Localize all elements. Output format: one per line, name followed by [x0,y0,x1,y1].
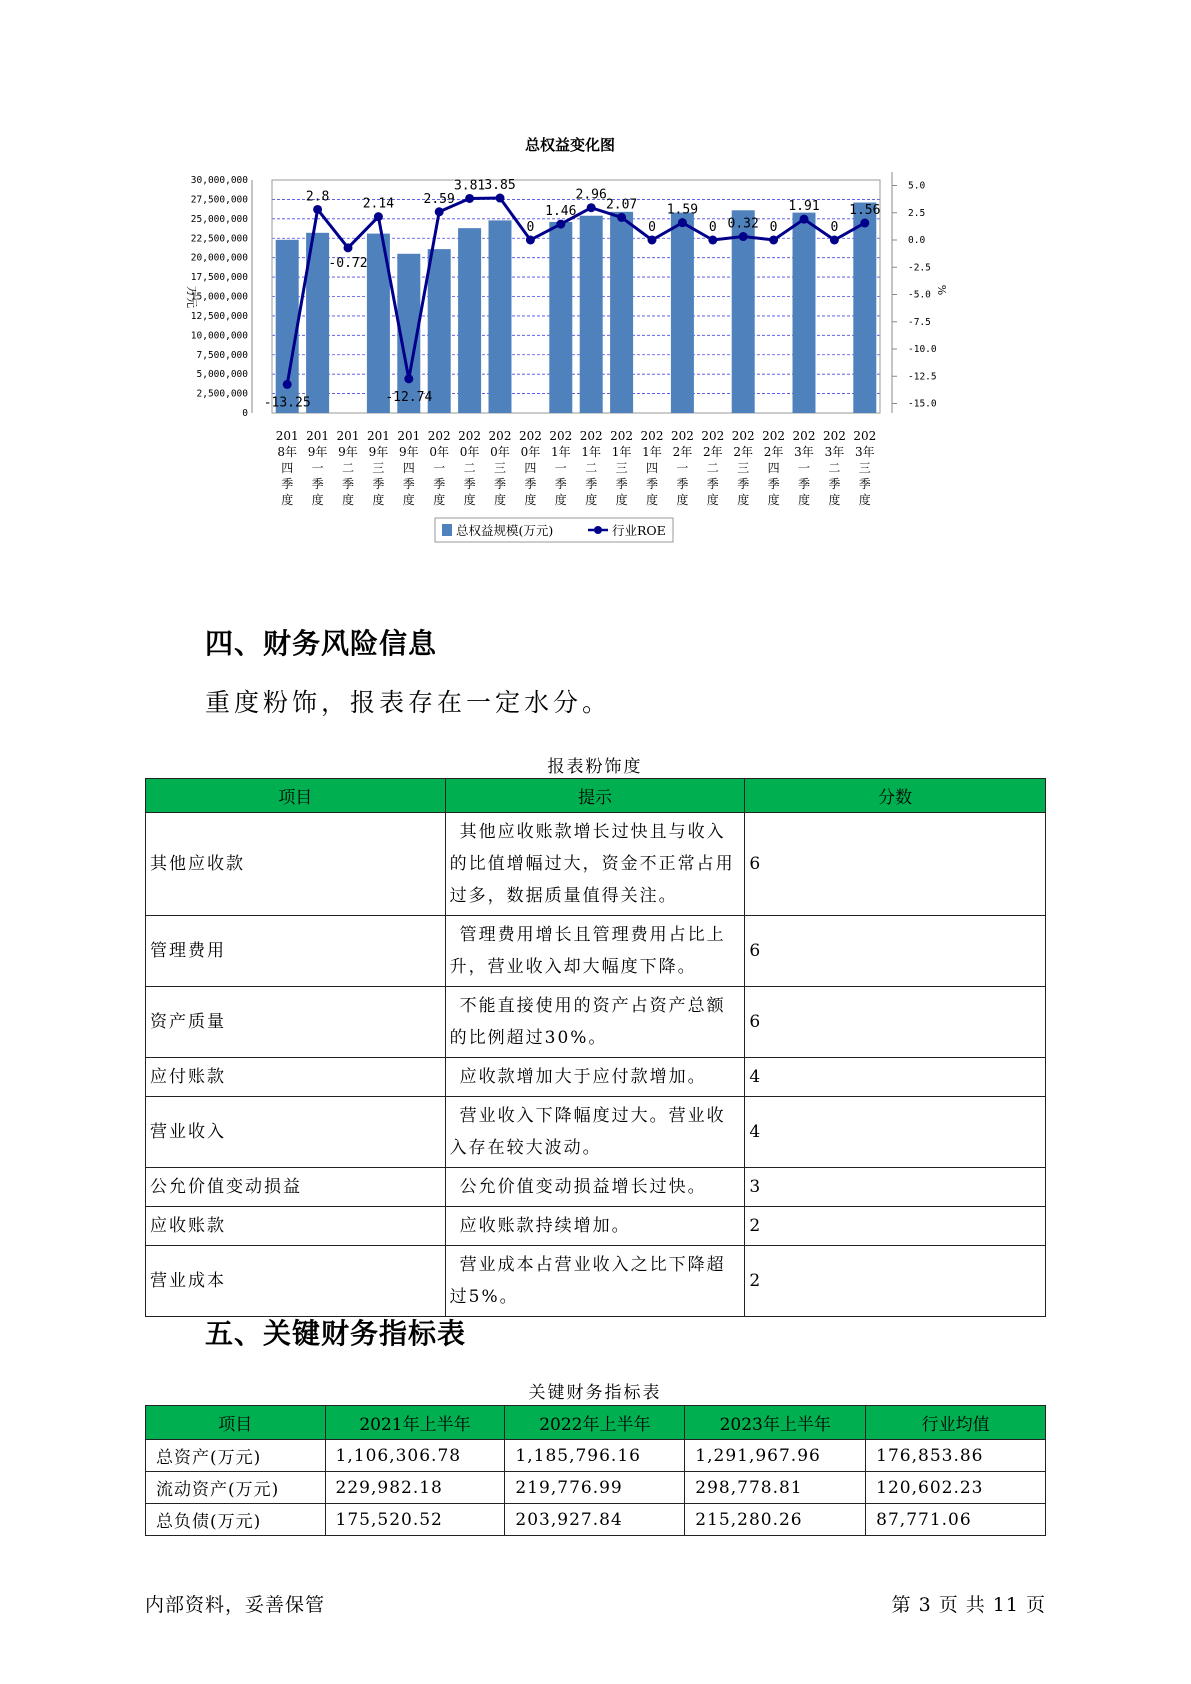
x-tick-label: 度 [737,493,750,507]
legend-bar-label: 总权益规模(万元) [456,523,554,538]
risk-tip: 应收款增加大于应付款增加。 [445,1058,745,1097]
data-label: 0 [526,220,535,235]
x-tick-label: 202 [822,429,846,443]
y2-tick-label: 0.0 [908,235,926,246]
table-row [146,916,1046,987]
roe-point [708,236,717,245]
x-tick-label: 1年 [550,445,571,459]
bar [793,213,816,413]
x-tick-label: 季 [767,477,780,491]
y-tick-label: 12,500,000 [190,310,248,322]
x-tick-label: 201 [336,429,360,443]
x-tick-label: 季 [372,477,385,491]
roe-point [830,236,839,245]
x-tick-label: 202 [640,429,664,443]
x-tick-label: 度 [615,493,628,507]
x-tick-label: 202 [549,429,573,443]
y-axis-title: 万元 [185,286,198,308]
x-tick-label: 季 [341,477,355,491]
x-tick-label: 度 [797,493,811,507]
data-label: 2.8 [305,189,330,205]
kfi-value: 203,927.84 [505,1504,685,1536]
risk-tip: 应收账款持续增加。 [445,1207,745,1246]
x-tick-label: 二 [828,461,841,475]
x-tick-label: 0年 [429,445,450,459]
x-tick-label: 季 [493,477,507,491]
roe-point [404,374,413,383]
risk-score: 6 [745,813,1046,916]
roe-point [465,194,474,203]
x-tick-label: 9年 [307,445,328,459]
roe-point [860,218,869,227]
x-tick-label: 度 [372,493,385,507]
x-tick-label: 三 [615,461,628,475]
x-tick-label: 度 [767,493,780,507]
risk-score: 6 [745,987,1046,1058]
data-label: 1.59 [666,202,699,218]
section-4-text: 重度粉饰，报表存在一定水分。 [205,688,612,717]
x-tick-label: 201 [306,429,330,443]
kfi-value: 1,185,796.16 [505,1440,685,1472]
legend-bar-swatch [442,524,452,536]
y-tick-label: 17,500,000 [190,272,248,284]
x-tick-label: 度 [402,493,415,507]
y-tick-label: 27,500,000 [190,194,248,206]
x-tick-label: 202 [731,429,755,443]
roe-point [678,218,687,227]
x-tick-label: 2年 [733,445,754,459]
roe-point [769,236,778,245]
x-tick-label: 三 [493,461,507,475]
risk-score: 2 [745,1246,1046,1317]
x-tick-label: 8年 [277,445,298,459]
x-tick-label: 度 [463,493,476,507]
x-tick-label: 季 [585,477,598,491]
x-tick-label: 1年 [581,445,602,459]
x-tick-label: 季 [281,477,294,491]
table-row [146,987,1046,1058]
x-tick-label: 202 [701,429,725,443]
x-tick-label: 二 [341,461,355,475]
bar [489,220,512,413]
x-tick-label: 四 [281,461,294,475]
risk-item: 其他应收款 [146,813,446,916]
x-tick-label: 9年 [398,445,419,459]
roe-point [374,212,383,221]
x-tick-label: 1年 [611,445,632,459]
x-tick-label: 202 [792,429,816,443]
y-tick-label: 5,000,000 [196,369,248,381]
x-tick-label: 0年 [459,445,480,459]
x-tick-label: 季 [737,477,750,491]
kfi-table [145,1405,1046,1536]
kfi-value: 1,291,967.96 [685,1440,866,1472]
kfi-value: 215,280.26 [685,1504,866,1536]
bar [671,213,694,413]
risk-item: 公允价值变动损益 [146,1168,446,1207]
y2-axis-title: % [935,284,948,296]
header-item: 项目 [146,779,446,813]
data-label: 2.96 [575,187,607,203]
y2-tick-label: -15.0 [908,398,937,410]
table-row [146,1472,1046,1504]
y-tick-label: 30,000,000 [190,175,248,186]
data-label: -13.25 [263,395,311,411]
x-tick-label: 202 [458,429,482,443]
x-tick-label: 一 [433,461,446,475]
header-2023h1: 2023年上半年 [685,1406,866,1440]
x-tick-label: 季 [676,477,689,491]
data-label: 0 [648,220,656,235]
kfi-item: 总负债(万元) [146,1504,326,1536]
x-tick-label: 季 [615,477,628,491]
risk-item: 应收账款 [146,1207,446,1246]
x-tick-label: 1年 [642,445,662,459]
header-score: 分数 [745,779,1046,813]
table-row [146,1440,1046,1472]
x-tick-label: 四 [645,461,659,475]
table-row [146,1207,1046,1246]
y-tick-label: 10,000,000 [190,330,248,342]
x-tick-label: 三 [737,461,750,475]
x-tick-label: 季 [463,477,476,491]
x-tick-label: 四 [524,461,537,475]
risk-score: 4 [745,1058,1046,1097]
x-tick-label: 季 [828,477,841,491]
x-tick-label: 季 [797,477,811,491]
chart-title: 总权益变化图 [524,136,616,154]
risk-tip: 公允价值变动损益增长过快。 [445,1168,745,1207]
y2-tick-label: -7.5 [908,316,931,328]
risk-score: 2 [745,1207,1046,1246]
x-tick-label: 度 [311,493,324,507]
x-tick-label: 度 [676,493,689,507]
data-label: 3.81 [453,178,486,194]
roe-point [739,232,748,241]
header-2022h1: 2022年上半年 [505,1406,685,1440]
kfi-value: 175,520.52 [325,1504,505,1536]
header-item: 项目 [146,1406,326,1440]
risk-tip: 其他应收账款增长过快且与收入的比值增幅过大，资金不正常占用过多，数据质量值得关注。 [445,813,745,916]
roe-point [617,213,626,222]
x-tick-label: 202 [579,429,603,443]
kfi-value: 298,778.81 [685,1472,866,1504]
x-tick-label: 度 [585,493,598,507]
y-tick-label: 15,000,000 [190,291,248,303]
roe-point [313,205,322,214]
roe-point [283,380,292,389]
legend-line-marker [594,526,602,534]
roe-point [800,215,809,224]
risk-tip: 营业收入下降幅度过大。营业收入存在较大波动。 [445,1097,745,1168]
x-tick-label: 2年 [702,445,723,459]
y-tick-label: 2,500,000 [196,388,248,400]
x-tick-label: 3年 [854,445,875,459]
legend-line-label: 行业ROE [612,523,666,538]
x-tick-label: 9年 [338,445,358,459]
y-tick-label: 0 [242,408,248,419]
y2-tick-label: 2.5 [908,207,926,219]
bar [458,228,481,413]
table-row [146,1246,1046,1317]
kfi-item: 总资产(万元) [146,1440,326,1472]
roe-point [587,203,596,212]
risk-tip: 不能直接使用的资产占资产总额的比例超过30%。 [445,987,745,1058]
x-tick-label: 四 [402,461,415,475]
y-tick-label: 20,000,000 [190,252,248,264]
x-tick-label: 季 [433,477,446,491]
risk-score: 4 [745,1097,1046,1168]
x-tick-label: 度 [706,493,719,507]
x-tick-label: 季 [706,477,719,491]
table-row [146,1504,1046,1536]
header-2021h1: 2021年上半年 [325,1406,505,1440]
x-tick-label: 一 [311,461,324,475]
x-tick-label: 0年 [520,445,541,459]
x-tick-label: 季 [554,477,567,491]
x-tick-label: 二 [706,461,719,475]
kfi-table-header-row [146,1406,1046,1440]
risk-item: 应付账款 [146,1058,446,1097]
kfi-table-caption: 关键财务指标表 [528,1383,662,1403]
data-label: 2.07 [605,197,638,213]
equity-chart [180,130,1030,610]
x-tick-label: 度 [281,493,294,507]
roe-point [496,194,505,203]
y2-tick-label: -5.0 [908,289,931,301]
risk-item: 营业收入 [146,1097,446,1168]
equity-chart-svg [180,130,1030,610]
kfi-item: 流动资产(万元) [146,1472,326,1504]
risk-score: 3 [745,1168,1046,1207]
roe-point [344,243,353,252]
y-tick-label: 22,500,000 [190,233,248,245]
x-tick-label: 201 [366,429,390,443]
x-tick-label: 季 [524,477,537,491]
x-tick-label: 2年 [672,445,693,459]
bar [580,216,603,413]
y2-tick-label: 5.0 [908,180,926,192]
footer-note: 内部资料，妥善保管 [145,1594,326,1616]
header-industry-avg: 行业均值 [866,1406,1046,1440]
x-tick-label: 度 [554,493,567,507]
x-tick-label: 度 [645,493,659,507]
y2-tick-label: -12.5 [908,371,937,383]
bar [853,203,876,413]
data-label: 0 [769,220,778,235]
data-label: 1.91 [788,199,820,215]
x-tick-label: 202 [762,429,786,443]
y-tick-label: 25,000,000 [190,213,248,225]
x-tick-label: 201 [275,429,299,443]
data-label: -12.74 [385,389,433,405]
x-tick-label: 0年 [490,445,510,459]
x-tick-label: 202 [488,429,512,443]
x-tick-label: 季 [311,477,324,491]
x-tick-label: 季 [402,477,415,491]
x-tick-label: 季 [645,477,659,491]
roe-point [435,207,444,216]
x-tick-label: 一 [554,461,567,475]
risk-score: 6 [745,916,1046,987]
x-tick-label: 度 [524,493,537,507]
x-tick-label: 202 [610,429,634,443]
x-tick-label: 9年 [368,445,389,459]
data-label: 0 [708,220,717,235]
kfi-value: 229,982.18 [325,1472,505,1504]
header-tip: 提示 [445,779,745,813]
risk-table-header-row [146,779,1046,813]
table-row [146,813,1046,916]
risk-item: 资产质量 [146,987,446,1058]
x-tick-label: 3年 [794,445,814,459]
table-row [146,1168,1046,1207]
x-tick-label: 度 [858,493,871,507]
kfi-value: 176,853.86 [866,1440,1046,1472]
section-5-title: 五、关键财务指标表 [205,1317,467,1350]
kfi-value: 87,771.06 [866,1504,1046,1536]
x-tick-label: 季 [858,477,871,491]
y-tick-label: 7,500,000 [196,349,248,361]
section-4-title: 四、财务风险信息 [205,627,438,660]
y2-tick-label: -10.0 [908,344,937,355]
table-row [146,1097,1046,1168]
x-tick-label: 202 [427,429,451,443]
risk-tip: 营业成本占营业收入之比下降超过5%。 [445,1246,745,1317]
x-tick-label: 201 [397,429,421,443]
x-tick-label: 202 [853,429,877,443]
data-label: 2.59 [423,191,455,207]
x-tick-label: 度 [828,493,841,507]
data-label: 2.14 [362,196,395,212]
data-label: 0.32 [727,216,759,232]
kfi-value: 219,776.99 [505,1472,685,1504]
kfi-value: 120,602.23 [866,1472,1046,1504]
roe-point [556,220,565,229]
page-number: 第 3 页 共 11 页 [891,1594,1046,1616]
data-label: -0.72 [328,255,368,271]
risk-tip: 管理费用增长且管理费用占比上升，营业收入却大幅度下降。 [445,916,745,987]
kfi-value: 1,106,306.78 [325,1440,505,1472]
bar [610,212,633,413]
x-tick-label: 一 [676,461,689,475]
x-tick-label: 三 [372,461,385,475]
y2-tick-label: -2.5 [908,262,931,274]
data-label: 1.46 [545,204,577,220]
risk-table-caption: 报表粉饰度 [547,757,643,777]
x-tick-label: 202 [670,429,694,443]
risk-item: 营业成本 [146,1246,446,1317]
x-tick-label: 二 [585,461,598,475]
roe-point [526,236,535,245]
x-tick-label: 四 [767,461,780,475]
x-tick-label: 度 [341,493,355,507]
risk-table [145,778,1046,1317]
bar [428,249,451,413]
x-tick-label: 二 [463,461,476,475]
x-tick-label: 202 [518,429,542,443]
roe-point [648,236,657,245]
x-tick-label: 度 [493,493,507,507]
x-tick-label: 三 [858,461,871,475]
x-tick-label: 度 [433,493,446,507]
table-row [146,1058,1046,1097]
x-tick-label: 2年 [763,445,784,459]
bar [549,222,572,413]
x-tick-label: 3年 [824,445,845,459]
data-label: 3.85 [484,178,516,194]
data-label: 1.56 [849,202,881,218]
risk-item: 管理费用 [146,916,446,987]
data-label: 0 [830,220,839,235]
x-tick-label: 一 [797,461,811,475]
